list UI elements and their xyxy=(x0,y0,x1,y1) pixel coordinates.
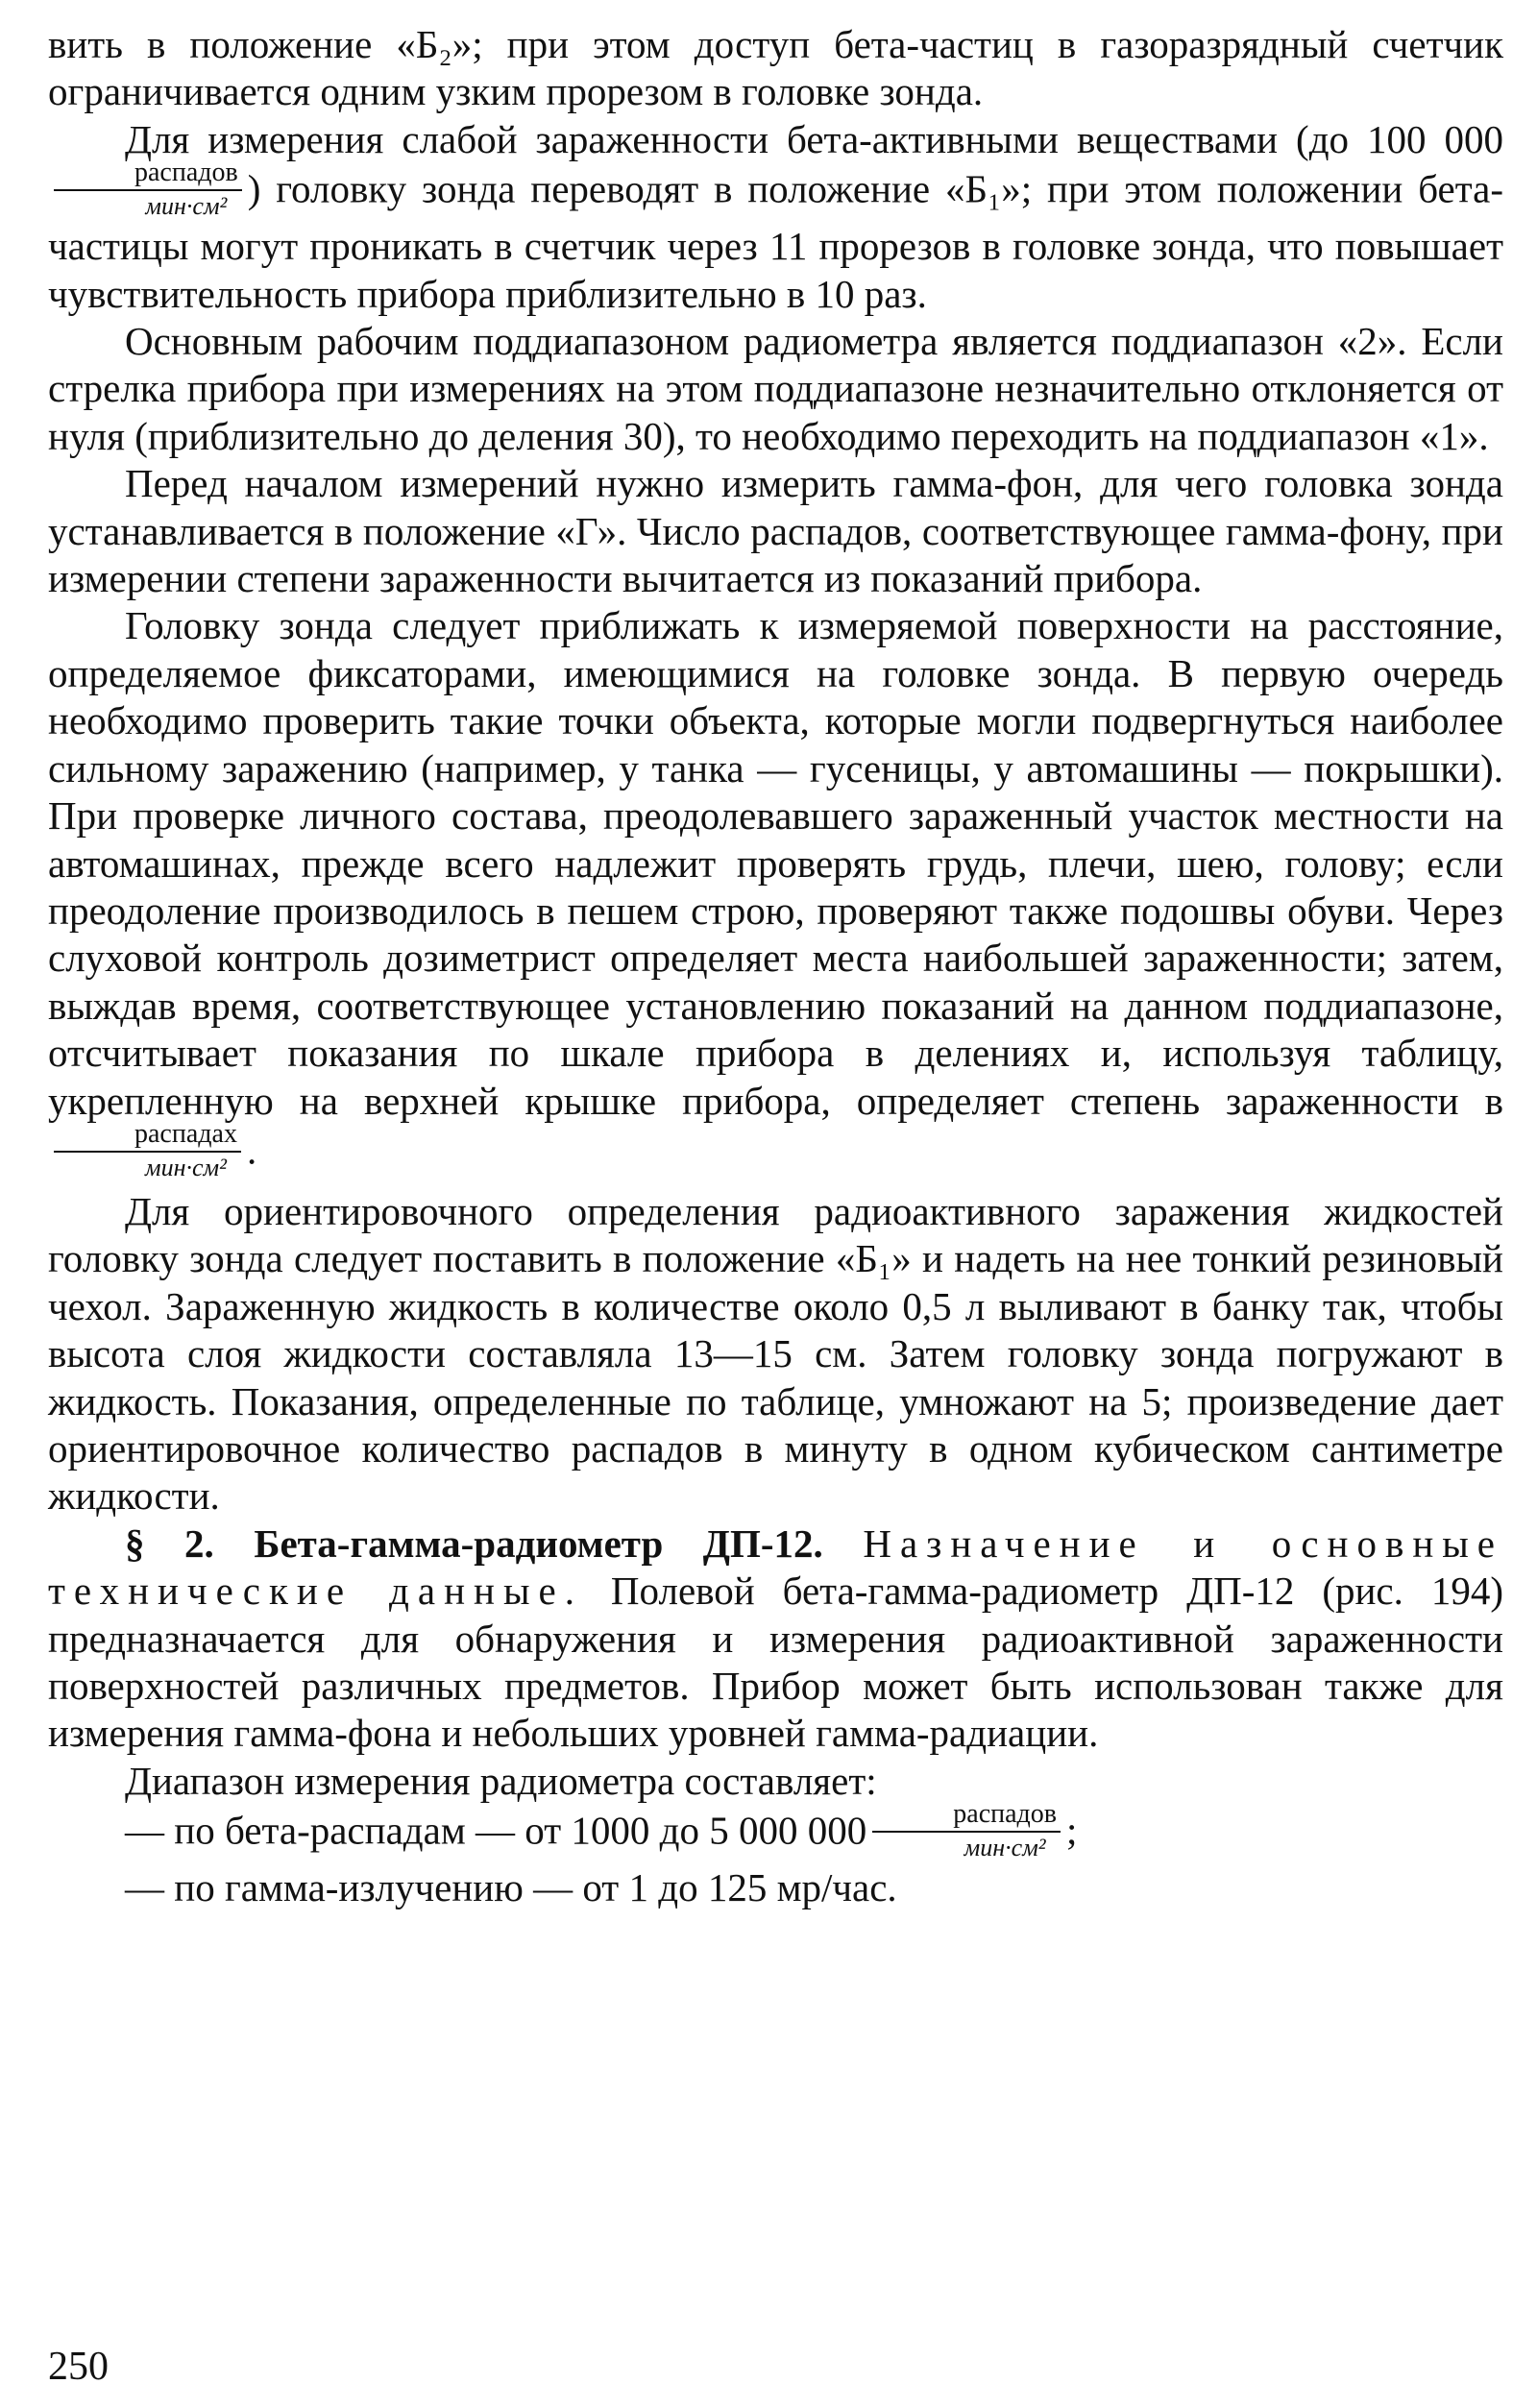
paragraph-weak-contamination xyxy=(48,116,1503,318)
text-segment: Головку зонда следует приближать к измеряемой поверхности на расстояние, определяемое фиксаторами, имеющимися на головке зонда. В первую очередь необходимо проверить такие точки объекта, которые могли подвергнуться наиболее сильному заражению (например, у танка — гусеницы, у автомашины — покрышки). При проверке личного состава, преодолевавшего зараженный участок местности на автомашинах, прежде всего надлежит проверять грудь, плечи, шею, голову; если преодоление производилось в пешем строю, проверяют также подошвы обуви. Через слуховой контроль дозиметрист определяет места наибольшей зараженности; затем, выждав время, соответствующее установлению показаний на данном поддиапазоне, отсчитывает показания по шкале прибора в делениях и, используя таблицу, укрепленную на верхней крышке прибора, определяет степень зараженности в xyxy=(48,603,1503,1123)
text-segment: Полевой бета-гамма-радиометр ДП-12 (рис. 194) предназначается для обнаружения и измерения радиоактивной зараженности поверхностей различных предметов. Прибор может быть использован также для измерения гамма-фона и небольших уровней гамма-радиации. xyxy=(48,1569,1503,1756)
text-segment: — по бета-распадам — от 1000 до 5 000 000 xyxy=(125,1808,867,1853)
fraction-denominator: мин·см² xyxy=(145,1153,227,1181)
paragraph-liquid-contamination: Для ориентировочного определения радиоактивного заражения жидкостей головку зонда следует поставить в положение «Б₁» и надеть на нее тонкий резиновый чехол. Зараженную жидкость в количестве около 0,5 л выливают в банку так, чтобы высота слоя жидкости составляла 13—15 см. Затем головку зонда погружают в жидкость. Показания, определенные по таблице, умножают на 5; произведение дает ориентировочное количество распадов в минуту в одном кубическом сантиметре жидкости. xyxy=(48,1188,1503,1519)
text-segment: . xyxy=(246,1128,257,1173)
paragraph-section-dp12 xyxy=(48,1520,1503,1758)
page-number: 250 xyxy=(48,2345,109,2389)
fraction-denominator: мин·см² xyxy=(145,192,228,221)
list-item-beta xyxy=(48,1799,1503,1864)
fraction-units xyxy=(54,159,242,219)
section-subheading: Назначение и основные технические данные. xyxy=(48,1520,1504,1614)
section-heading: § 2. Бета-гамма-радиометр ДП-12. xyxy=(125,1520,823,1566)
page-body xyxy=(48,21,1503,1912)
paragraph-continuation: вить в положение «Б₂»; при этом доступ бета-частиц в газоразрядный счетчик ограничивается одним узким прорезом в головке зонда. xyxy=(48,22,1503,114)
fraction-units xyxy=(872,1801,1061,1861)
paragraph-range-intro: Диапазон измерения радиометра составляет: xyxy=(125,1758,877,1803)
fraction-units xyxy=(54,1118,241,1181)
fraction-numerator: распадов xyxy=(872,1801,1061,1833)
text-segment: ) головку зонда переводят в положение «Б₁»; при этом положении бета-частицы могут проникать в счетчик через 11 прорезов в головке зонда, что повышает чувствительность прибора приблизительно в 10 раз. xyxy=(48,166,1503,316)
fraction-numerator: распадов xyxy=(54,159,242,191)
text-segment: Для измерения слабой зараженности бета-активными веществами (до 100 000 xyxy=(125,116,1503,161)
list-item-gamma: — по гамма-излучению — от 1 до 125 мр/час. xyxy=(125,1865,897,1910)
paragraph-subrange: Основным рабочим поддиапазоном радиометра является поддиапазон «2». Если стрелка прибора при измерениях на этом поддиапазоне незначительно отклоняется от нуля (приблизительно до деления 30), то необходимо переходить на поддиапазон «1». xyxy=(48,319,1503,458)
paragraph-probe-procedure xyxy=(48,602,1503,1183)
text-segment: ; xyxy=(1066,1808,1078,1853)
fraction-numerator: распадах xyxy=(54,1121,241,1153)
fraction-denominator: мин·см² xyxy=(964,1834,1046,1862)
paragraph-gamma-background: Перед началом измерений нужно измерить гамма-фон, для чего головка зонда устанавливается в положение «Г». Число распадов, соответствующее гамма-фону, при измерении степени зараженности вычитается из показаний прибора. xyxy=(48,461,1503,601)
